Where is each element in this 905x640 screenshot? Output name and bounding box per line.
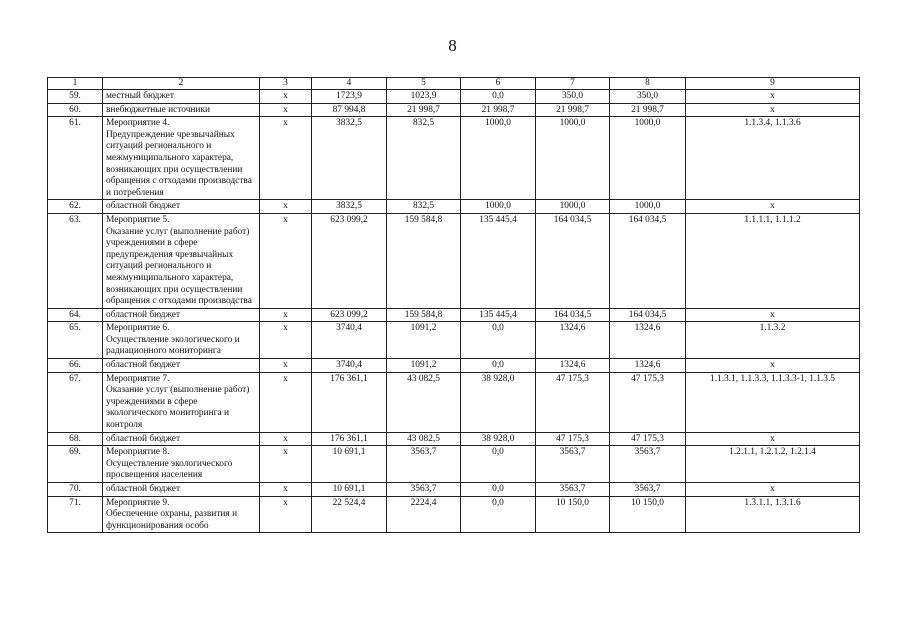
column-6-cell: 135 445,4 — [461, 308, 536, 322]
table-row — [48, 213, 860, 308]
indicator-codes-cell: 1.1.3.2 — [686, 322, 860, 359]
row-number-cell: 60. — [48, 103, 103, 117]
table-row — [48, 90, 860, 104]
column-8-cell: 1324,6 — [610, 322, 686, 359]
column-3-cell: x — [260, 103, 312, 117]
item-name-cell: внебюджетные источники — [103, 103, 260, 117]
item-name-cell: Мероприятие 9. Обеспечение охраны, развития и функционирования особо — [103, 496, 260, 533]
row-number-cell: 67. — [48, 372, 103, 432]
column-5-cell: 832,5 — [387, 117, 461, 200]
column-6-cell: 21 998,7 — [461, 103, 536, 117]
table-row — [48, 372, 860, 432]
column-4-cell: 176 361,1 — [312, 372, 387, 432]
column-6-cell: 1000,0 — [461, 200, 536, 214]
header-cell: 1 — [48, 78, 103, 90]
indicator-codes-cell: 1.2.1.1, 1.2.1.2, 1.2.1.4 — [686, 446, 860, 483]
header-cell: 9 — [686, 78, 860, 90]
item-name-cell: Мероприятие 6. Осуществление экологического и радиационного мониторинга — [103, 322, 260, 359]
column-8-cell: 47 175,3 — [610, 372, 686, 432]
column-7-cell: 1324,6 — [536, 322, 610, 359]
column-7-cell: 1324,6 — [536, 359, 610, 373]
item-name-cell: Мероприятие 5. Оказание услуг (выполнение работ) учреждениями в сфере предупреждения чрезвычайных ситуаций регионального и межмуниципального характера, возникающих при осуществлении обращения с отходами производства — [103, 213, 260, 308]
column-7-cell: 350,0 — [536, 90, 610, 104]
table-row — [48, 117, 860, 200]
column-3-cell: x — [260, 308, 312, 322]
column-8-cell: 1000,0 — [610, 200, 686, 214]
column-6-cell: 38 928,0 — [461, 432, 536, 446]
column-6-cell: 0,0 — [461, 496, 536, 533]
column-5-cell: 43 082,5 — [387, 432, 461, 446]
table-row — [48, 308, 860, 322]
column-4-cell: 3832,5 — [312, 117, 387, 200]
row-number-cell: 65. — [48, 322, 103, 359]
table-row — [48, 103, 860, 117]
column-3-cell: x — [260, 90, 312, 104]
item-name-cell: местный бюджет — [103, 90, 260, 104]
column-5-cell: 1023,9 — [387, 90, 461, 104]
column-3-cell: x — [260, 322, 312, 359]
column-6-cell: 38 928,0 — [461, 372, 536, 432]
table-row — [48, 483, 860, 497]
page-number: 8 — [448, 36, 457, 55]
indicator-codes-cell: x — [686, 359, 860, 373]
indicator-codes-cell: 1.3.1.1, 1.3.1.6 — [686, 496, 860, 533]
column-8-cell: 47 175,3 — [610, 432, 686, 446]
row-number-cell: 61. — [48, 117, 103, 200]
item-name-cell: Мероприятие 8. Осуществление экологического просвещения населения — [103, 446, 260, 483]
row-number-cell: 64. — [48, 308, 103, 322]
header-cell: 3 — [260, 78, 312, 90]
indicator-codes-cell: x — [686, 308, 860, 322]
column-6-cell: 0,0 — [461, 359, 536, 373]
row-number-cell: 71. — [48, 496, 103, 533]
column-8-cell: 1324,6 — [610, 359, 686, 373]
row-number-cell: 59. — [48, 90, 103, 104]
table-row — [48, 496, 860, 533]
column-3-cell: x — [260, 359, 312, 373]
indicator-codes-cell: 1.1.3.1, 1.1.3.3, 1.1.3.3-1, 1.1.3.5 — [686, 372, 860, 432]
column-4-cell: 22 524,4 — [312, 496, 387, 533]
header-cell: 8 — [610, 78, 686, 90]
column-4-cell: 623 099,2 — [312, 213, 387, 308]
column-3-cell: x — [260, 372, 312, 432]
column-4-cell: 176 361,1 — [312, 432, 387, 446]
table-row — [48, 322, 860, 359]
header-cell: 2 — [103, 78, 260, 90]
column-4-cell: 3740,4 — [312, 359, 387, 373]
column-8-cell: 164 034,5 — [610, 213, 686, 308]
column-7-cell: 47 175,3 — [536, 432, 610, 446]
item-name-cell: областной бюджет — [103, 432, 260, 446]
column-4-cell: 3740,4 — [312, 322, 387, 359]
column-5-cell: 159 584,8 — [387, 308, 461, 322]
column-7-cell: 3563,7 — [536, 483, 610, 497]
column-4-cell: 1723,9 — [312, 90, 387, 104]
table-row — [48, 432, 860, 446]
column-8-cell: 350,0 — [610, 90, 686, 104]
column-3-cell: x — [260, 117, 312, 200]
indicator-codes-cell: 1.1.3.4, 1.1.3.6 — [686, 117, 860, 200]
column-5-cell: 21 998,7 — [387, 103, 461, 117]
row-number-cell: 63. — [48, 213, 103, 308]
column-8-cell: 10 150,0 — [610, 496, 686, 533]
column-6-cell: 0,0 — [461, 483, 536, 497]
item-name-cell: областной бюджет — [103, 308, 260, 322]
column-3-cell: x — [260, 213, 312, 308]
column-8-cell: 3563,7 — [610, 483, 686, 497]
indicator-codes-cell: x — [686, 432, 860, 446]
column-6-cell: 1000,0 — [461, 117, 536, 200]
indicator-codes-cell: x — [686, 90, 860, 104]
column-7-cell: 3563,7 — [536, 446, 610, 483]
column-7-cell: 164 034,5 — [536, 308, 610, 322]
column-7-cell: 21 998,7 — [536, 103, 610, 117]
column-3-cell: x — [260, 446, 312, 483]
column-4-cell: 3832,5 — [312, 200, 387, 214]
table-row — [48, 200, 860, 214]
column-4-cell: 623 099,2 — [312, 308, 387, 322]
column-7-cell: 1000,0 — [536, 117, 610, 200]
column-3-cell: x — [260, 496, 312, 533]
item-name-cell: Мероприятие 7. Оказание услуг (выполнение работ) учреждениями в сфере экологического мониторинга и контроля — [103, 372, 260, 432]
column-8-cell: 3563,7 — [610, 446, 686, 483]
header-cell: 5 — [387, 78, 461, 90]
column-6-cell: 0,0 — [461, 90, 536, 104]
indicator-codes-cell: 1.1.1.1, 1.1.1.2 — [686, 213, 860, 308]
column-7-cell: 1000,0 — [536, 200, 610, 214]
column-3-cell: x — [260, 432, 312, 446]
header-cell: 4 — [312, 78, 387, 90]
column-8-cell: 21 998,7 — [610, 103, 686, 117]
indicator-codes-cell: x — [686, 200, 860, 214]
item-name-cell: областной бюджет — [103, 359, 260, 373]
column-7-cell: 164 034,5 — [536, 213, 610, 308]
table-row — [48, 446, 860, 483]
column-7-cell: 10 150,0 — [536, 496, 610, 533]
column-8-cell: 164 034,5 — [610, 308, 686, 322]
table-header-row — [48, 78, 860, 90]
column-8-cell: 1000,0 — [610, 117, 686, 200]
row-number-cell: 68. — [48, 432, 103, 446]
row-number-cell: 69. — [48, 446, 103, 483]
row-number-cell: 66. — [48, 359, 103, 373]
indicator-codes-cell: x — [686, 483, 860, 497]
column-5-cell: 3563,7 — [387, 446, 461, 483]
column-4-cell: 87 994,8 — [312, 103, 387, 117]
column-5-cell: 43 082,5 — [387, 372, 461, 432]
program-funding-table — [47, 77, 860, 533]
column-7-cell: 47 175,3 — [536, 372, 610, 432]
column-3-cell: x — [260, 483, 312, 497]
item-name-cell: областной бюджет — [103, 200, 260, 214]
column-3-cell: x — [260, 200, 312, 214]
column-5-cell: 832,5 — [387, 200, 461, 214]
item-name-cell: Мероприятие 4. Предупреждение чрезвычайных ситуаций регионального и межмуниципального характера, возникающих при осуществлении обращения с отходами производства и потребления — [103, 117, 260, 200]
column-5-cell: 3563,7 — [387, 483, 461, 497]
item-name-cell: областной бюджет — [103, 483, 260, 497]
header-cell: 7 — [536, 78, 610, 90]
column-5-cell: 1091,2 — [387, 322, 461, 359]
indicator-codes-cell: x — [686, 103, 860, 117]
row-number-cell: 62. — [48, 200, 103, 214]
column-6-cell: 135 445,4 — [461, 213, 536, 308]
column-6-cell: 0,0 — [461, 446, 536, 483]
row-number-cell: 70. — [48, 483, 103, 497]
column-6-cell: 0,0 — [461, 322, 536, 359]
table-body — [48, 78, 860, 533]
header-cell: 6 — [461, 78, 536, 90]
column-4-cell: 10 691,1 — [312, 483, 387, 497]
column-5-cell: 1091,2 — [387, 359, 461, 373]
column-5-cell: 159 584,8 — [387, 213, 461, 308]
column-5-cell: 2224,4 — [387, 496, 461, 533]
table-row — [48, 359, 860, 373]
column-4-cell: 10 691,1 — [312, 446, 387, 483]
